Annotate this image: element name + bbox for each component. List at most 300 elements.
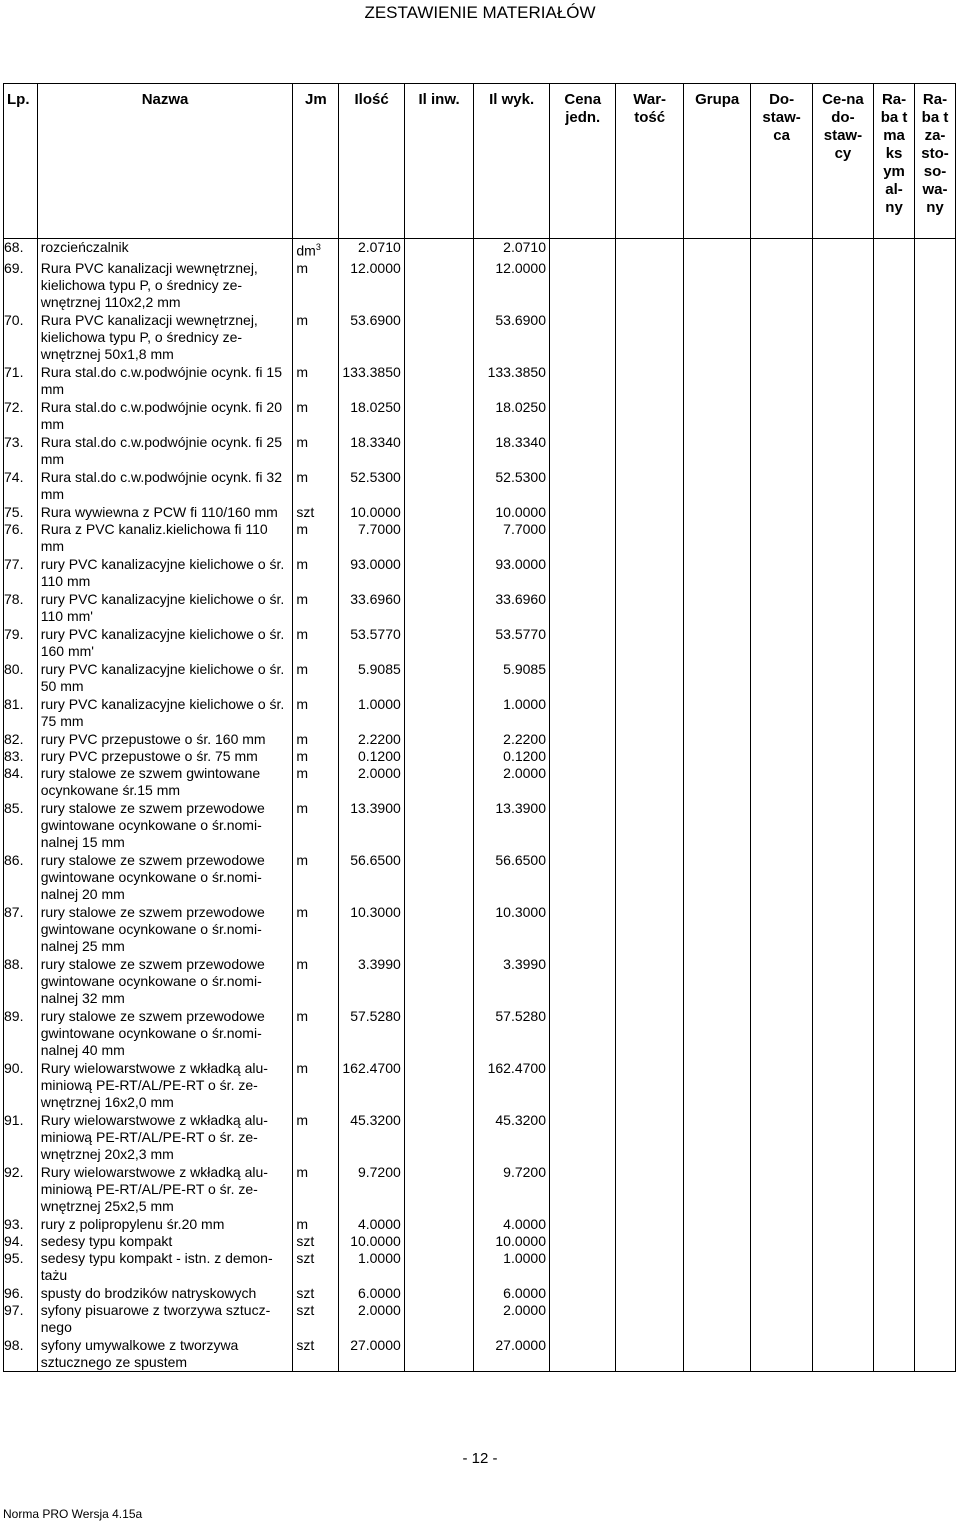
applied-discount: [914, 1216, 955, 1233]
quantity-inventory: [404, 556, 474, 591]
quantity-executed: 6.0000: [474, 1285, 550, 1302]
material-name: Rura stal.do c.w.podwójnie ocynk. fi 15 mm: [37, 364, 293, 399]
unit-price: [549, 364, 615, 399]
value: [616, 521, 683, 556]
unit-text: m: [296, 590, 309, 607]
material-name: Rury wielowarstwowe z wkładką alu-miniową PE-RT/AL/PE-RT o śr. ze-wnętrznej 20x2,3 mm: [37, 1112, 293, 1164]
row-number: 83.: [4, 748, 38, 765]
supplier: [751, 1233, 812, 1250]
unit-price: [549, 469, 615, 504]
supplier: [751, 556, 812, 591]
quantity-inventory: [404, 1337, 474, 1372]
table-row: [4, 312, 956, 364]
unit-text: m: [296, 764, 309, 781]
quantity: 4.0000: [339, 1216, 404, 1233]
quantity-executed: 162.4700: [474, 1060, 550, 1112]
applied-discount: [914, 469, 955, 504]
supplier-price: [812, 1302, 873, 1337]
unit-price: [549, 239, 615, 260]
unit-text: szt: [296, 1336, 315, 1353]
value: [616, 434, 683, 469]
unit-text: m: [296, 660, 309, 677]
group: [683, 748, 750, 765]
row-number: 76.: [4, 521, 38, 556]
row-number: 72.: [4, 399, 38, 434]
quantity: 162.4700: [339, 1060, 404, 1112]
column-header: Nazwa: [37, 84, 293, 239]
supplier-price: [812, 661, 873, 696]
row-number: 69.: [4, 260, 38, 312]
supplier-price: [812, 260, 873, 312]
value: [616, 1302, 683, 1337]
column-header: War-tość: [616, 84, 683, 239]
unit-text: m: [296, 1111, 309, 1128]
supplier: [751, 696, 812, 731]
unit: [293, 765, 339, 800]
max-discount: [874, 1233, 915, 1250]
applied-discount: [914, 956, 955, 1008]
row-number: 91.: [4, 1112, 38, 1164]
value: [616, 260, 683, 312]
table-row: [4, 626, 956, 661]
unit-price: [549, 904, 615, 956]
unit: [293, 626, 339, 661]
row-number: 77.: [4, 556, 38, 591]
max-discount: [874, 1285, 915, 1302]
supplier-price: [812, 504, 873, 521]
supplier: [751, 1302, 812, 1337]
supplier-price: [812, 591, 873, 626]
column-header: Ce-na do-staw-cy: [812, 84, 873, 239]
quantity-executed: 10.3000: [474, 904, 550, 956]
unit: [293, 591, 339, 626]
quantity-inventory: [404, 239, 474, 260]
value: [616, 1164, 683, 1216]
quantity-inventory: [404, 748, 474, 765]
value: [616, 1112, 683, 1164]
max-discount: [874, 434, 915, 469]
unit-text: m: [296, 311, 309, 328]
table-row: [4, 504, 956, 521]
material-name: rury stalowe ze szwem przewodowe gwintowane ocynkowane o śr.nomi-nalnej 20 mm: [37, 852, 293, 904]
quantity-inventory: [404, 399, 474, 434]
group: [683, 591, 750, 626]
group: [683, 765, 750, 800]
value: [616, 364, 683, 399]
document-title: ZESTAWIENIE MATERIAŁÓW: [364, 3, 596, 22]
group: [683, 434, 750, 469]
unit-text: m: [296, 259, 309, 276]
value: [616, 399, 683, 434]
supplier: [751, 852, 812, 904]
unit-text: m: [296, 363, 309, 380]
table-row: [4, 1250, 956, 1285]
quantity-inventory: [404, 1216, 474, 1233]
group: [683, 696, 750, 731]
applied-discount: [914, 399, 955, 434]
unit: [293, 1112, 339, 1164]
unit: [293, 696, 339, 731]
max-discount: [874, 731, 915, 748]
unit: [293, 1060, 339, 1112]
unit-price: [549, 1060, 615, 1112]
quantity-inventory: [404, 364, 474, 399]
material-name: rury stalowe ze szwem przewodowe gwintowane ocynkowane o śr.nomi-nalnej 25 mm: [37, 904, 293, 956]
quantity-executed: 2.0000: [474, 765, 550, 800]
quantity: 33.6960: [339, 591, 404, 626]
value: [616, 852, 683, 904]
applied-discount: [914, 626, 955, 661]
applied-discount: [914, 312, 955, 364]
material-name: Rura stal.do c.w.podwójnie ocynk. fi 20 mm: [37, 399, 293, 434]
quantity-inventory: [404, 312, 474, 364]
unit: [293, 556, 339, 591]
quantity: 2.2200: [339, 731, 404, 748]
unit-price: [549, 312, 615, 364]
supplier-price: [812, 1285, 873, 1302]
supplier-price: [812, 626, 873, 661]
column-header: Cena jedn.: [549, 84, 615, 239]
table-row: [4, 260, 956, 312]
unit-text: m: [296, 625, 309, 642]
table-row: [4, 1233, 956, 1250]
row-number: 73.: [4, 434, 38, 469]
table-row: [4, 661, 956, 696]
quantity-executed: 133.3850: [474, 364, 550, 399]
max-discount: [874, 1250, 915, 1285]
table-row: [4, 521, 956, 556]
group: [683, 1302, 750, 1337]
applied-discount: [914, 696, 955, 731]
row-number: 96.: [4, 1285, 38, 1302]
supplier: [751, 748, 812, 765]
supplier-price: [812, 1216, 873, 1233]
quantity: 0.1200: [339, 748, 404, 765]
row-number: 89.: [4, 1008, 38, 1060]
supplier: [751, 661, 812, 696]
supplier-price: [812, 239, 873, 260]
quantity-inventory: [404, 661, 474, 696]
unit: [293, 504, 339, 521]
supplier: [751, 1285, 812, 1302]
row-number: 90.: [4, 1060, 38, 1112]
quantity-inventory: [404, 1302, 474, 1337]
material-name: Rura PVC kanalizacji wewnętrznej, kielichowa typu P, o średnicy ze-wnętrznej 110x2,2 mm: [37, 260, 293, 312]
material-name: rury z polipropylenu śr.20 mm: [37, 1216, 293, 1233]
applied-discount: [914, 591, 955, 626]
material-name: sedesy typu kompakt: [37, 1233, 293, 1250]
row-number: 87.: [4, 904, 38, 956]
value: [616, 748, 683, 765]
quantity: 57.5280: [339, 1008, 404, 1060]
unit-text: m: [296, 799, 309, 816]
material-name: Rury wielowarstwowe z wkładką alu-miniową PE-RT/AL/PE-RT o śr. ze-wnętrznej 16x2,0 mm: [37, 1060, 293, 1112]
supplier-price: [812, 1337, 873, 1372]
table-row: [4, 1285, 956, 1302]
unit-text: dm: [296, 242, 316, 259]
group: [683, 469, 750, 504]
row-number: 85.: [4, 800, 38, 852]
unit-price: [549, 1008, 615, 1060]
table-row: [4, 748, 956, 765]
max-discount: [874, 1216, 915, 1233]
supplier-price: [812, 696, 873, 731]
quantity-inventory: [404, 1250, 474, 1285]
quantity: 18.0250: [339, 399, 404, 434]
applied-discount: [914, 1233, 955, 1250]
quantity: 3.3990: [339, 956, 404, 1008]
supplier: [751, 1250, 812, 1285]
unit: [293, 364, 339, 399]
max-discount: [874, 312, 915, 364]
value: [616, 556, 683, 591]
value: [616, 765, 683, 800]
quantity-executed: 27.0000: [474, 1337, 550, 1372]
applied-discount: [914, 904, 955, 956]
quantity-inventory: [404, 765, 474, 800]
quantity-executed: 10.0000: [474, 1233, 550, 1250]
unit-price: [549, 1285, 615, 1302]
quantity: 10.3000: [339, 904, 404, 956]
table-row: [4, 434, 956, 469]
max-discount: [874, 904, 915, 956]
table-row: [4, 1112, 956, 1164]
unit-price: [549, 521, 615, 556]
quantity-executed: 4.0000: [474, 1216, 550, 1233]
value: [616, 504, 683, 521]
page-number: - 12 -: [462, 1450, 498, 1467]
row-number: 70.: [4, 312, 38, 364]
applied-discount: [914, 521, 955, 556]
max-discount: [874, 661, 915, 696]
material-name: Rura stal.do c.w.podwójnie ocynk. fi 32 mm: [37, 469, 293, 504]
group: [683, 312, 750, 364]
table-row: [4, 904, 956, 956]
material-name: Rury wielowarstwowe z wkładką alu-miniową PE-RT/AL/PE-RT o śr. ze-wnętrznej 25x2,5 mm: [37, 1164, 293, 1216]
supplier: [751, 1008, 812, 1060]
group: [683, 956, 750, 1008]
material-name: rury PVC kanalizacyjne kielichowe o śr. 110 mm: [37, 556, 293, 591]
column-header: Ra-ba t ma ks ym al-ny: [874, 84, 915, 239]
unit-price: [549, 1112, 615, 1164]
supplier: [751, 260, 812, 312]
material-name: rury stalowe ze szwem gwintowane ocynkowane śr.15 mm: [37, 765, 293, 800]
unit-text: m: [296, 955, 309, 972]
column-header: Do-staw-ca: [751, 84, 812, 239]
unit-price: [549, 1233, 615, 1250]
table-row: [4, 591, 956, 626]
column-header: Lp.: [4, 84, 38, 239]
row-number: 78.: [4, 591, 38, 626]
quantity-inventory: [404, 800, 474, 852]
supplier-price: [812, 731, 873, 748]
quantity: 56.6500: [339, 852, 404, 904]
table-body: [4, 239, 956, 1372]
max-discount: [874, 591, 915, 626]
max-discount: [874, 1112, 915, 1164]
supplier-price: [812, 1008, 873, 1060]
material-name: rury stalowe ze szwem przewodowe gwintowane ocynkowane o śr.nomi-nalnej 15 mm: [37, 800, 293, 852]
column-header: Grupa: [683, 84, 750, 239]
value: [616, 1216, 683, 1233]
unit: [293, 469, 339, 504]
unit: [293, 399, 339, 434]
quantity: 10.0000: [339, 504, 404, 521]
applied-discount: [914, 239, 955, 260]
unit: [293, 748, 339, 765]
material-name: rury stalowe ze szwem przewodowe gwintowane ocynkowane o śr.nomi-nalnej 32 mm: [37, 956, 293, 1008]
quantity-executed: 2.2200: [474, 731, 550, 748]
material-name: rury stalowe ze szwem przewodowe gwintowane ocynkowane o śr.nomi-nalnej 40 mm: [37, 1008, 293, 1060]
material-name: spusty do brodzików natryskowych: [37, 1285, 293, 1302]
material-name: rury PVC przepustowe o śr. 75 mm: [37, 748, 293, 765]
group: [683, 364, 750, 399]
unit: [293, 239, 339, 260]
unit: [293, 1164, 339, 1216]
group: [683, 661, 750, 696]
row-number: 79.: [4, 626, 38, 661]
group: [683, 260, 750, 312]
quantity-executed: 3.3990: [474, 956, 550, 1008]
supplier-price: [812, 1060, 873, 1112]
max-discount: [874, 956, 915, 1008]
unit: [293, 1216, 339, 1233]
unit: [293, 1008, 339, 1060]
unit: [293, 1337, 339, 1372]
value: [616, 904, 683, 956]
applied-discount: [914, 1112, 955, 1164]
supplier: [751, 800, 812, 852]
supplier: [751, 434, 812, 469]
supplier: [751, 504, 812, 521]
table-row: [4, 1216, 956, 1233]
quantity: 6.0000: [339, 1285, 404, 1302]
max-discount: [874, 852, 915, 904]
unit-text: m: [296, 398, 309, 415]
unit-text: szt: [296, 1284, 315, 1301]
max-discount: [874, 1337, 915, 1372]
group: [683, 1060, 750, 1112]
applied-discount: [914, 504, 955, 521]
max-discount: [874, 239, 915, 260]
quantity-executed: 45.3200: [474, 1112, 550, 1164]
supplier-price: [812, 1233, 873, 1250]
material-name: Rura PVC kanalizacji wewnętrznej, kielichowa typu P, o średnicy ze-wnętrznej 50x1,8 mm: [37, 312, 293, 364]
unit-price: [549, 696, 615, 731]
quantity-inventory: [404, 260, 474, 312]
supplier-price: [812, 904, 873, 956]
supplier: [751, 1337, 812, 1372]
value: [616, 591, 683, 626]
unit-text: m: [296, 1215, 309, 1232]
table-row: [4, 956, 956, 1008]
quantity: 27.0000: [339, 1337, 404, 1372]
material-name: rury PVC kanalizacyjne kielichowe o śr. 110 mm': [37, 591, 293, 626]
quantity: 52.5300: [339, 469, 404, 504]
quantity: 13.3900: [339, 800, 404, 852]
table-row: [4, 765, 956, 800]
unit: [293, 312, 339, 364]
value: [616, 1060, 683, 1112]
supplier-price: [812, 1250, 873, 1285]
quantity: 53.5770: [339, 626, 404, 661]
quantity-inventory: [404, 1285, 474, 1302]
unit-price: [549, 1302, 615, 1337]
max-discount: [874, 1060, 915, 1112]
unit: [293, 1285, 339, 1302]
unit: [293, 1233, 339, 1250]
group: [683, 626, 750, 661]
value: [616, 696, 683, 731]
unit: [293, 852, 339, 904]
supplier: [751, 904, 812, 956]
value: [616, 1337, 683, 1372]
unit-text: m: [296, 747, 309, 764]
unit-text: m: [296, 468, 309, 485]
supplier-price: [812, 312, 873, 364]
max-discount: [874, 1008, 915, 1060]
unit-price: [549, 1216, 615, 1233]
value: [616, 800, 683, 852]
quantity-inventory: [404, 1008, 474, 1060]
material-name: Rura z PVC kanaliz.kielichowa fi 110 mm: [37, 521, 293, 556]
value: [616, 1285, 683, 1302]
max-discount: [874, 260, 915, 312]
group: [683, 1250, 750, 1285]
table-row: [4, 1337, 956, 1372]
applied-discount: [914, 1008, 955, 1060]
unit-text: m: [296, 555, 309, 572]
supplier: [751, 765, 812, 800]
row-number: 88.: [4, 956, 38, 1008]
group: [683, 504, 750, 521]
applied-discount: [914, 434, 955, 469]
quantity: 10.0000: [339, 1233, 404, 1250]
value: [616, 1233, 683, 1250]
unit-price: [549, 504, 615, 521]
max-discount: [874, 399, 915, 434]
applied-discount: [914, 1060, 955, 1112]
unit-exponent: 3: [315, 242, 321, 252]
max-discount: [874, 765, 915, 800]
supplier-price: [812, 852, 873, 904]
row-number: 92.: [4, 1164, 38, 1216]
column-header: Ilość: [339, 84, 404, 239]
max-discount: [874, 1302, 915, 1337]
group: [683, 239, 750, 260]
supplier: [751, 1112, 812, 1164]
quantity-executed: 53.5770: [474, 626, 550, 661]
row-number: 94.: [4, 1233, 38, 1250]
row-number: 98.: [4, 1337, 38, 1372]
supplier-price: [812, 956, 873, 1008]
unit-price: [549, 626, 615, 661]
table-row: [4, 1302, 956, 1337]
unit-text: m: [296, 903, 309, 920]
quantity: 2.0710: [339, 239, 404, 260]
supplier-price: [812, 800, 873, 852]
supplier: [751, 364, 812, 399]
unit-text: m: [296, 695, 309, 712]
applied-discount: [914, 1302, 955, 1337]
supplier: [751, 1060, 812, 1112]
quantity-inventory: [404, 626, 474, 661]
supplier: [751, 312, 812, 364]
supplier: [751, 956, 812, 1008]
quantity-inventory: [404, 696, 474, 731]
quantity-inventory: [404, 852, 474, 904]
unit: [293, 661, 339, 696]
